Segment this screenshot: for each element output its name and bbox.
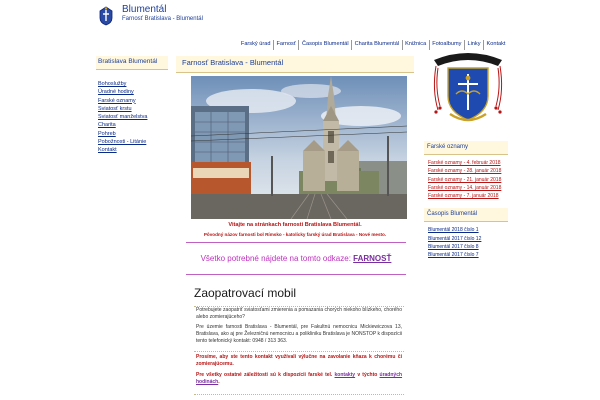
nav-fotoalbumy[interactable]: Fotoalbumy (429, 40, 464, 50)
divider (194, 394, 404, 395)
farnost-link[interactable]: FARNOSŤ (353, 254, 392, 263)
site-subtitle: Farnosť Bratislava - Blumentál (122, 16, 203, 22)
alert-text: . (218, 378, 220, 385)
alert-text: v týchto (357, 372, 378, 378)
oznamy-link[interactable]: Farské oznamy - 21. január 2018 (428, 176, 502, 183)
zaopatrovaci-alert-1: Prosíme, aby ste tento kontakt využívali výlučne na zavolanie kňaza k chorému či zomierajúcemu. (196, 354, 402, 367)
site-title[interactable]: Blumentál (122, 4, 167, 15)
farske-oznamy-title: Farské oznamy (424, 141, 508, 155)
oznamy-link[interactable]: Farské oznamy - 7. január 2018 (428, 193, 499, 200)
left-sidebar (96, 56, 168, 155)
nav-charita[interactable]: Charita Blumentál (351, 40, 401, 50)
left-menu-item[interactable]: Charita (98, 122, 116, 129)
main-content (176, 56, 414, 385)
nav-linky[interactable]: Linky (464, 40, 483, 50)
right-sidebar (424, 50, 508, 260)
casopis-link[interactable]: Blumentál 2017 číslo 7 (428, 252, 479, 259)
uradne-hodiny-link[interactable]: úradných hodinách (196, 372, 403, 385)
left-menu-item[interactable]: Sviatosť krstu (98, 105, 132, 112)
casopis-link[interactable]: Blumentál 2018 číslo 1 (428, 227, 479, 234)
welcome-heading: Vitajte na stránkach farnosti Bratislava Blumentál. (228, 222, 362, 228)
site-header (92, 0, 508, 36)
kontakty-link[interactable]: kontakty (334, 372, 356, 378)
casopis-link[interactable]: Blumentál 2017 číslo 12 (428, 235, 482, 242)
left-sidebar-title: Bratislava Blumentál (96, 56, 168, 70)
casopis-list (424, 226, 508, 259)
left-menu-item[interactable]: Pobožnosti - Litánie (98, 139, 147, 146)
top-navigation (238, 40, 508, 50)
zaopatrovaci-alert-2 (196, 372, 402, 386)
main-title: Farnosť Bratislava - Blumentál (176, 56, 414, 73)
farnost-link-prefix: Všetko potrebné nájdete na tomto odkaze: (200, 254, 351, 263)
casopis-title: Časopis Blumentál (424, 208, 508, 222)
left-menu-item[interactable]: Sviatosť manželstva (98, 114, 148, 121)
nav-farsky-urad[interactable]: Farský úrad (240, 41, 271, 47)
nav-farnost[interactable]: Farnosť (273, 40, 299, 50)
left-menu-item[interactable]: Farské oznamy (98, 97, 136, 104)
zaopatrovaci-question: Potrebujete zaopatriť sviatosťami zmierenia a pomazania chorých niekoho blízkeho, chorého alebo zomierajúceho? (196, 307, 402, 320)
church-photo (191, 76, 407, 219)
left-menu-item[interactable]: Pohreb (98, 130, 116, 137)
parish-crest-icon (428, 50, 508, 128)
nav-kontakt[interactable]: Kontakt (483, 40, 508, 50)
welcome-subheading: Pôvodný názov farnosti bol Rímsko - katolícky farský úrad Bratislava - Nové mesto. (203, 232, 387, 237)
left-menu-item[interactable]: Úradné hodiny (98, 89, 134, 96)
farske-oznamy-list (424, 159, 508, 200)
divider (194, 351, 404, 352)
left-menu-item[interactable]: Bohoslužby (98, 81, 127, 87)
casopis-link[interactable]: Blumentál 2017 číslo 8 (428, 244, 479, 251)
zaopatrovaci-info: Pre územie farnosti Bratislava - Blumentál, pre Fakultnú nemocnicu Mickiewiczova 13, Bratislava, ako aj pre Železničnú nemocnicu a polikliniku Bratislava je NONSTOP k dispozícii tento telefonický kontakt: 0948 / 313 363. (196, 324, 402, 344)
zaopatrovaci-title: Zaopatrovací mobil (194, 286, 297, 300)
oznamy-link[interactable]: Farské oznamy - 14. január 2018 (428, 184, 502, 191)
oznamy-link[interactable]: Farské oznamy - 28. január 2018 (428, 168, 502, 175)
left-menu-item[interactable]: Kontakt (98, 147, 117, 154)
alert-text: Pre všetky ostatné záležitosti sú k dispozícii farské tel. (196, 372, 333, 378)
oznamy-link[interactable]: Farské oznamy - 4. február 2018 (428, 160, 501, 166)
left-menu (96, 80, 168, 155)
nav-kniznica[interactable]: Knižnica (402, 40, 429, 50)
nav-casopis[interactable]: Časopis Blumentál (298, 40, 351, 50)
page (92, 0, 508, 400)
church-logo-icon[interactable] (98, 6, 114, 26)
farnost-link-box (186, 242, 406, 275)
